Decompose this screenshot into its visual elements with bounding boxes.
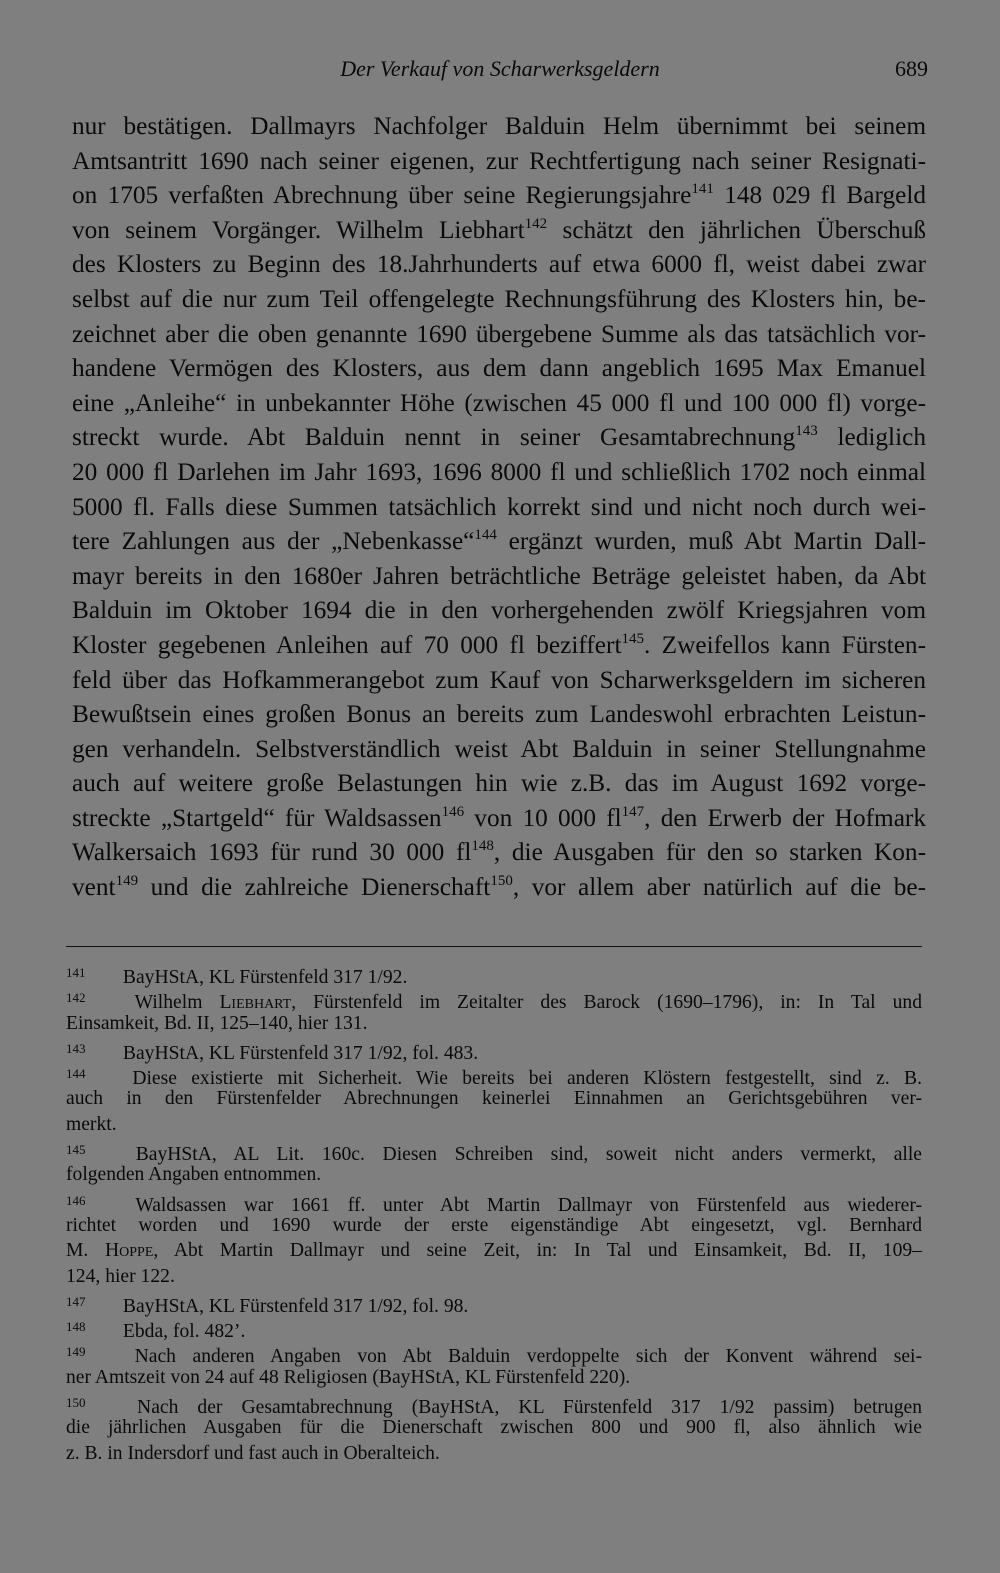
body-line: zeichnet aber die oben genannte 1690 übergebene Summe als das tatsächlich vor-	[72, 319, 926, 348]
body-line: eine „Anleihe“ in unbekannter Höhe (zwischen 45 000 fl und 100 000 fl) vorge-	[72, 388, 926, 417]
footnote-marker: 145	[621, 630, 644, 647]
footnote-number: 142	[66, 990, 86, 1006]
footnote-marker: 149	[115, 873, 139, 890]
footnote-line: 143 BayHStA, KL Fürstenfeld 317 1/92, fol. 483.	[66, 1036, 922, 1061]
footnote-line: ner Amtszeit von 24 auf 48 Religiosen (BayHStA, KL Fürstenfeld 220).	[66, 1366, 631, 1388]
footnote-line: M. Hoppe, Abt Martin Dallmayr und seine Zeit, in: In Tal und Einsamkeit, Bd. II, 109–	[66, 1240, 922, 1262]
body-line: gen verhandeln. Selbstverständlich weist Abt Balduin in seiner Stellungnahme	[72, 734, 926, 763]
footnote-line: 146 Waldsassen war 1661 ff. unter Abt Martin Dallmayr von Fürstenfeld aus wiederer-	[66, 1188, 922, 1213]
footnote-marker: 141	[691, 181, 714, 198]
footnote-number: 143	[66, 1040, 86, 1056]
page-number: 689	[895, 56, 928, 81]
footnote-marker: 144	[474, 527, 497, 544]
footnote-marker: 147	[621, 803, 645, 820]
footnote-line: 149 Nach anderen Angaben von Abt Balduin verdoppelte sich der Konvent während sei-	[66, 1339, 922, 1364]
footnote-line: 141 BayHStA, KL Fürstenfeld 317 1/92.	[66, 960, 922, 985]
author-name: Liebhart	[219, 992, 292, 1014]
body-line: vent$^{149}$ und die zahlreiche Dienerschaft$^{150}$, vor allem aber natürlich auf die be-	[72, 873, 927, 902]
footnote-marker: 148	[471, 838, 494, 855]
footnote-number: 147	[66, 1293, 86, 1309]
body-line: Bewußtsein eines großen Bonus an bereits zum Landeswohl erbrachten Leistun-	[72, 700, 926, 729]
body-line: nur bestätigen. Dallmayrs Nachfolger Balduin Helm übernimmt bei seinem	[72, 112, 926, 140]
footnote-line: 142 Wilhelm Liebhart, Fürstenfeld im Zeitalter des Barock (1690–1796), in: In Tal und	[66, 985, 922, 1010]
footnote-line: 124, hier 122.	[66, 1265, 175, 1287]
running-title: Der Verkauf von Scharwerksgeldern	[340, 56, 660, 81]
footnote-number: 145	[66, 1142, 86, 1158]
body-line: streckte „Startgeld“ für Waldsassen$^{146}$ von 10 000 $fl^{147}$, den Erwerb der Hofmark	[72, 803, 926, 832]
footnote-line: die jährlichen Ausgaben für die Dienerschaft zwischen 800 und 900 fl, also ähnlich wie	[66, 1417, 922, 1439]
body-line: on 1705 verfaßten Abrechnung über seine Regierungsjahre$^{141}$ 148 029 fl Bargeld	[72, 181, 927, 210]
footnote-line: 144 Diese existierte mit Sicherheit. Wie bereits bei anderen Klöstern festgestellt, sind z. B.	[66, 1061, 922, 1086]
footnote-marker: 143	[795, 423, 818, 440]
body-line: des Klosters zu Beginn des 18.Jahrhunderts auf etwa 6000 fl, weist dabei zwar	[72, 250, 926, 279]
body-line: feld über das Hofkammerangebot zum Kauf von Scharwerksgeldern im sicheren	[72, 665, 926, 694]
footnote-line: folgenden Angaben entnommen.	[66, 1164, 322, 1186]
footnote-number: 144	[66, 1066, 86, 1082]
body-line: handene Vermögen des Klosters, aus dem dann angeblich 1695 Max Emanuel	[72, 354, 926, 383]
body-line: mayr bereits in den 1680er Jahren beträchtliche Beträge geleistet haben, da Abt	[72, 561, 926, 590]
footnote-number: 146	[66, 1192, 86, 1208]
footnote-marker: 146	[441, 803, 465, 820]
footnote-line: 148 Ebda, fol. 482’.	[66, 1314, 922, 1339]
footnote-line: Einsamkeit, Bd. II, 125–140, hier 131.	[66, 1012, 368, 1034]
body-line: Balduin im Oktober 1694 die in den vorhergehenden zwölf Kriegsjahren vom	[72, 596, 926, 625]
body-line: von seinem Vorgänger. Wilhelm Liebhart$^{142}$ schätzt den jährlichen Überschuß	[72, 215, 927, 244]
footnote-number: 148	[66, 1319, 86, 1335]
body-line: Kloster gegebenen Anleihen auf 70 000 fl beziffert$^{145}$. Zweifellos kann Fürsten-	[72, 630, 926, 659]
footnote-separator	[66, 946, 922, 947]
author-name: Hoppe	[104, 1240, 154, 1262]
body-line: selbst auf die nur zum Teil offengelegte Rechnungsführung des Klosters hin, be-	[72, 284, 926, 313]
footnote-line: 145 BayHStA, AL Lit. 160c. Diesen Schreiben sind, soweit nicht anders vermerkt, alle	[66, 1137, 922, 1162]
body-line: 20 000 fl Darlehen im Jahr 1693, 1696 8000 fl und schließlich 1702 noch einmal	[72, 457, 926, 486]
body-text	[72, 109, 926, 905]
footnote-line: merkt.	[66, 1113, 117, 1135]
footnote-number: 149	[66, 1344, 86, 1360]
footnote-line: 147 BayHStA, KL Fürstenfeld 317 1/92, fol. 98.	[66, 1289, 922, 1314]
footnotes	[66, 960, 922, 1466]
body-line: auch auf weitere große Belastungen hin wie z.B. das im August 1692 vorge-	[72, 769, 926, 798]
footnote-marker: 150	[490, 873, 513, 890]
footnote-line: richtet worden und 1690 wurde der erste eigenständige Abt eingesetzt, vgl. Bernhard	[66, 1214, 922, 1236]
footnote-line: z. B. in Indersdorf und fast auch in Oberalteich.	[66, 1442, 440, 1464]
footnote-line: auch in den Fürstenfelder Abrechnungen keinerlei Einnahmen an Gerichtsgebühren ver-	[66, 1088, 922, 1110]
body-line: Walkersaich 1693 für rund 30 000 $fl^{148}$, die Ausgaben für den so starken Kon-	[72, 838, 926, 867]
footnote-marker: 142	[524, 215, 548, 232]
body-line: streckt wurde. Abt Balduin nennt in seiner Gesamtabrechnung$^{143}$ lediglich	[72, 423, 926, 452]
body-line: 5000 fl. Falls diese Summen tatsächlich korrekt sind und nicht noch durch wei-	[72, 492, 926, 521]
footnote-number: 150	[66, 1395, 86, 1411]
body-line: Amtsantritt 1690 nach seiner eigenen, zur Rechtfertigung nach seiner Resignati-	[72, 146, 926, 175]
footnote-number: 141	[66, 965, 86, 980]
page-header	[70, 52, 930, 86]
body-line: tere Zahlungen aus der „Nebenkasse“$^{144}$ ergänzt wurden, muß Abt Martin Dall-	[72, 527, 926, 556]
footnote-line: 150 Nach der Gesamtabrechnung (BayHStA, KL Fürstenfeld 317 1/92 passim) betrugen	[66, 1390, 922, 1415]
